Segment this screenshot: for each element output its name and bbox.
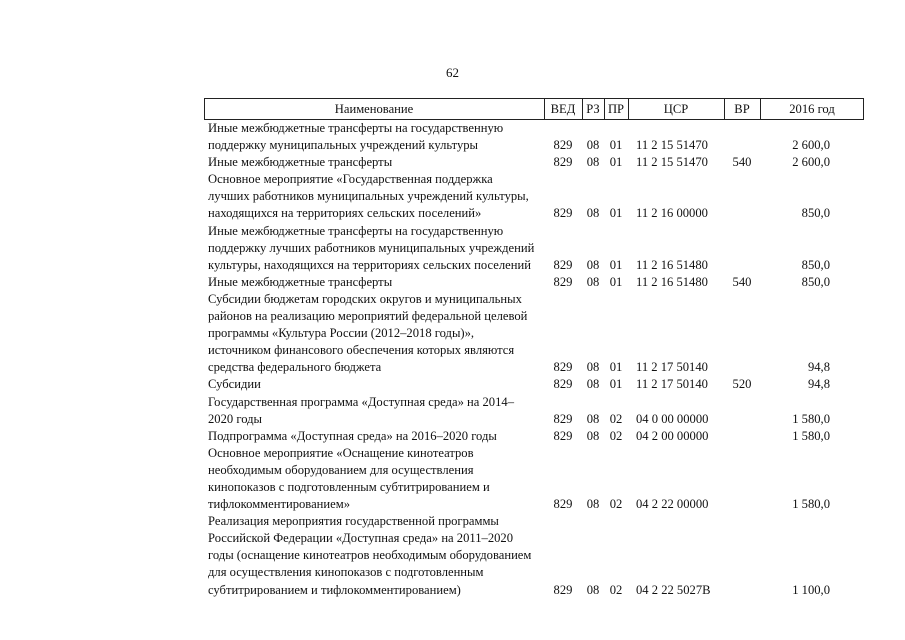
row-name-line: культуры, находящихся на территориях сельских поселений xyxy=(208,257,531,272)
table-row xyxy=(204,445,864,513)
table-body xyxy=(204,120,864,599)
row-name xyxy=(204,394,544,428)
row-name xyxy=(204,120,544,154)
row-name-line: средства федерального бюджета xyxy=(208,360,382,375)
row-name-line: субтитрированием и тифлокомментированием) xyxy=(208,582,461,597)
row-name-line: Российской Федерации «Доступная среда» на 2011–2020 xyxy=(208,531,514,546)
row-vr: 520 xyxy=(732,377,752,392)
row-csr: 04 2 22 5027B xyxy=(636,582,711,597)
row-ved: 829 xyxy=(553,428,573,443)
row-ved: 829 xyxy=(553,360,573,375)
page-number: 62 xyxy=(446,65,459,80)
row-pr: 01 xyxy=(609,206,623,221)
row-amount: 850,0 xyxy=(801,257,830,272)
row-amount: 94,8 xyxy=(807,377,830,392)
row-csr: 11 2 15 51470 xyxy=(636,155,708,170)
row-name-line: Субсидии бюджетам городских округов и муниципальных xyxy=(208,291,522,306)
table-row xyxy=(204,223,864,274)
row-name-line: необходимым оборудованием для осуществления xyxy=(208,462,474,477)
row-name xyxy=(204,513,544,598)
row-ved: 829 xyxy=(553,411,573,426)
header-rz: РЗ xyxy=(586,102,600,116)
row-pr: 01 xyxy=(609,155,623,170)
row-pr: 01 xyxy=(609,138,623,153)
row-rz: 08 xyxy=(586,274,600,289)
row-ved: 829 xyxy=(553,582,573,597)
row-name xyxy=(204,223,544,274)
row-name xyxy=(204,428,544,445)
row-amount: 1 580,0 xyxy=(792,497,830,512)
row-csr: 04 0 00 00000 xyxy=(636,411,709,426)
table-row xyxy=(204,291,864,376)
row-vr: 540 xyxy=(732,155,752,170)
row-name-line: Реализация мероприятия государственной программы xyxy=(208,514,499,529)
header-csr: ЦСР xyxy=(663,102,689,116)
table-row xyxy=(204,274,864,291)
row-name-line: районов на реализацию мероприятий федеральной целевой xyxy=(208,309,528,324)
header-year: 2016 год xyxy=(789,102,835,116)
row-amount: 1 100,0 xyxy=(792,582,830,597)
row-rz: 08 xyxy=(586,155,600,170)
row-rz: 08 xyxy=(586,497,600,512)
header-ved: ВЕД xyxy=(550,102,576,116)
row-name-line: находящихся на территориях сельских поселений» xyxy=(208,206,482,221)
table-header xyxy=(204,98,864,120)
row-csr: 11 2 15 51470 xyxy=(636,138,708,153)
row-vr: 540 xyxy=(732,274,752,289)
row-ved: 829 xyxy=(553,155,573,170)
row-name-line: Иные межбюджетные трансферты xyxy=(208,274,393,289)
row-name-line: Основное мероприятие «Оснащение кинотеатров xyxy=(208,445,474,460)
row-name-line: годы (оснащение кинотеатров необходимым оборудованием xyxy=(208,548,532,563)
row-rz: 08 xyxy=(586,582,600,597)
row-csr: 11 2 16 51480 xyxy=(636,257,708,272)
header-vr: ВР xyxy=(734,102,750,116)
row-name-line: Иные межбюджетные трансферты xyxy=(208,155,393,170)
table-row xyxy=(204,394,864,428)
budget-table xyxy=(204,98,864,599)
row-name-line: поддержку муниципальных учреждений культуры xyxy=(208,138,479,153)
row-ved: 829 xyxy=(553,274,573,289)
row-ved: 829 xyxy=(553,497,573,512)
row-rz: 08 xyxy=(586,138,600,153)
row-csr: 11 2 17 50140 xyxy=(636,377,708,392)
row-csr: 11 2 16 00000 xyxy=(636,206,708,221)
row-name-line: Субсидии xyxy=(208,377,261,392)
row-pr: 01 xyxy=(609,360,623,375)
row-name-line: кинопоказов с подготовленным субтитрированием и xyxy=(208,479,490,494)
row-name-line: 2020 годы xyxy=(208,411,262,426)
row-name xyxy=(204,154,544,171)
header-pr: ПР xyxy=(607,102,625,116)
row-rz: 08 xyxy=(586,411,600,426)
row-name-line: программы «Культура России (2012–2018 годы)», xyxy=(208,326,475,341)
row-name xyxy=(204,171,544,222)
row-ved: 829 xyxy=(553,138,573,153)
row-csr: 04 2 00 00000 xyxy=(636,428,709,443)
row-name-line: Основное мероприятие «Государственная поддержка xyxy=(208,172,493,187)
row-pr: 01 xyxy=(609,274,623,289)
row-pr: 02 xyxy=(609,428,623,443)
row-csr: 11 2 17 50140 xyxy=(636,360,708,375)
row-ved: 829 xyxy=(553,257,573,272)
row-name xyxy=(204,291,544,376)
row-pr: 01 xyxy=(609,377,623,392)
row-rz: 08 xyxy=(586,206,600,221)
row-amount: 850,0 xyxy=(801,274,830,289)
header-name: Наименование xyxy=(334,102,414,116)
table-row xyxy=(204,513,864,598)
row-name-line: Иные межбюджетные трансферты на государственную xyxy=(208,121,504,135)
table-row xyxy=(204,120,864,154)
row-pr: 02 xyxy=(609,582,623,597)
row-csr: 04 2 22 00000 xyxy=(636,497,709,512)
table-row xyxy=(204,171,864,222)
row-csr: 11 2 16 51480 xyxy=(636,274,708,289)
row-rz: 08 xyxy=(586,360,600,375)
row-name-line: источником финансового обеспечения которых являются xyxy=(208,343,515,358)
row-amount: 94,8 xyxy=(807,360,830,375)
table-row xyxy=(204,376,864,393)
row-name xyxy=(204,376,544,393)
row-name-line: Подпрограмма «Доступная среда» на 2016–2020 годы xyxy=(208,428,497,443)
row-name xyxy=(204,274,544,291)
table-row xyxy=(204,154,864,171)
row-pr: 01 xyxy=(609,257,623,272)
row-name-line: для осуществления кинопоказов с подготовленным xyxy=(208,565,484,580)
header-divider xyxy=(863,99,864,119)
row-amount: 2 600,0 xyxy=(792,155,830,170)
row-rz: 08 xyxy=(586,377,600,392)
table-row xyxy=(204,428,864,445)
row-pr: 02 xyxy=(609,497,623,512)
row-rz: 08 xyxy=(586,257,600,272)
row-name-line: лучших работников муниципальных учреждений культуры, xyxy=(208,189,529,204)
row-amount: 850,0 xyxy=(801,206,830,221)
row-name-line: Иные межбюджетные трансферты на государственную xyxy=(208,223,504,238)
row-pr: 02 xyxy=(609,411,623,426)
row-rz: 08 xyxy=(586,428,600,443)
row-amount: 1 580,0 xyxy=(792,411,830,426)
row-name-line: тифлокомментированием» xyxy=(208,497,351,512)
row-name-line: поддержку лучших работников муниципальных учреждений xyxy=(208,240,535,255)
row-name-line: Государственная программа «Доступная среда» на 2014– xyxy=(208,394,514,409)
row-ved: 829 xyxy=(553,377,573,392)
row-amount: 1 580,0 xyxy=(792,428,830,443)
row-ved: 829 xyxy=(553,206,573,221)
row-name xyxy=(204,445,544,513)
row-amount: 2 600,0 xyxy=(792,138,830,153)
